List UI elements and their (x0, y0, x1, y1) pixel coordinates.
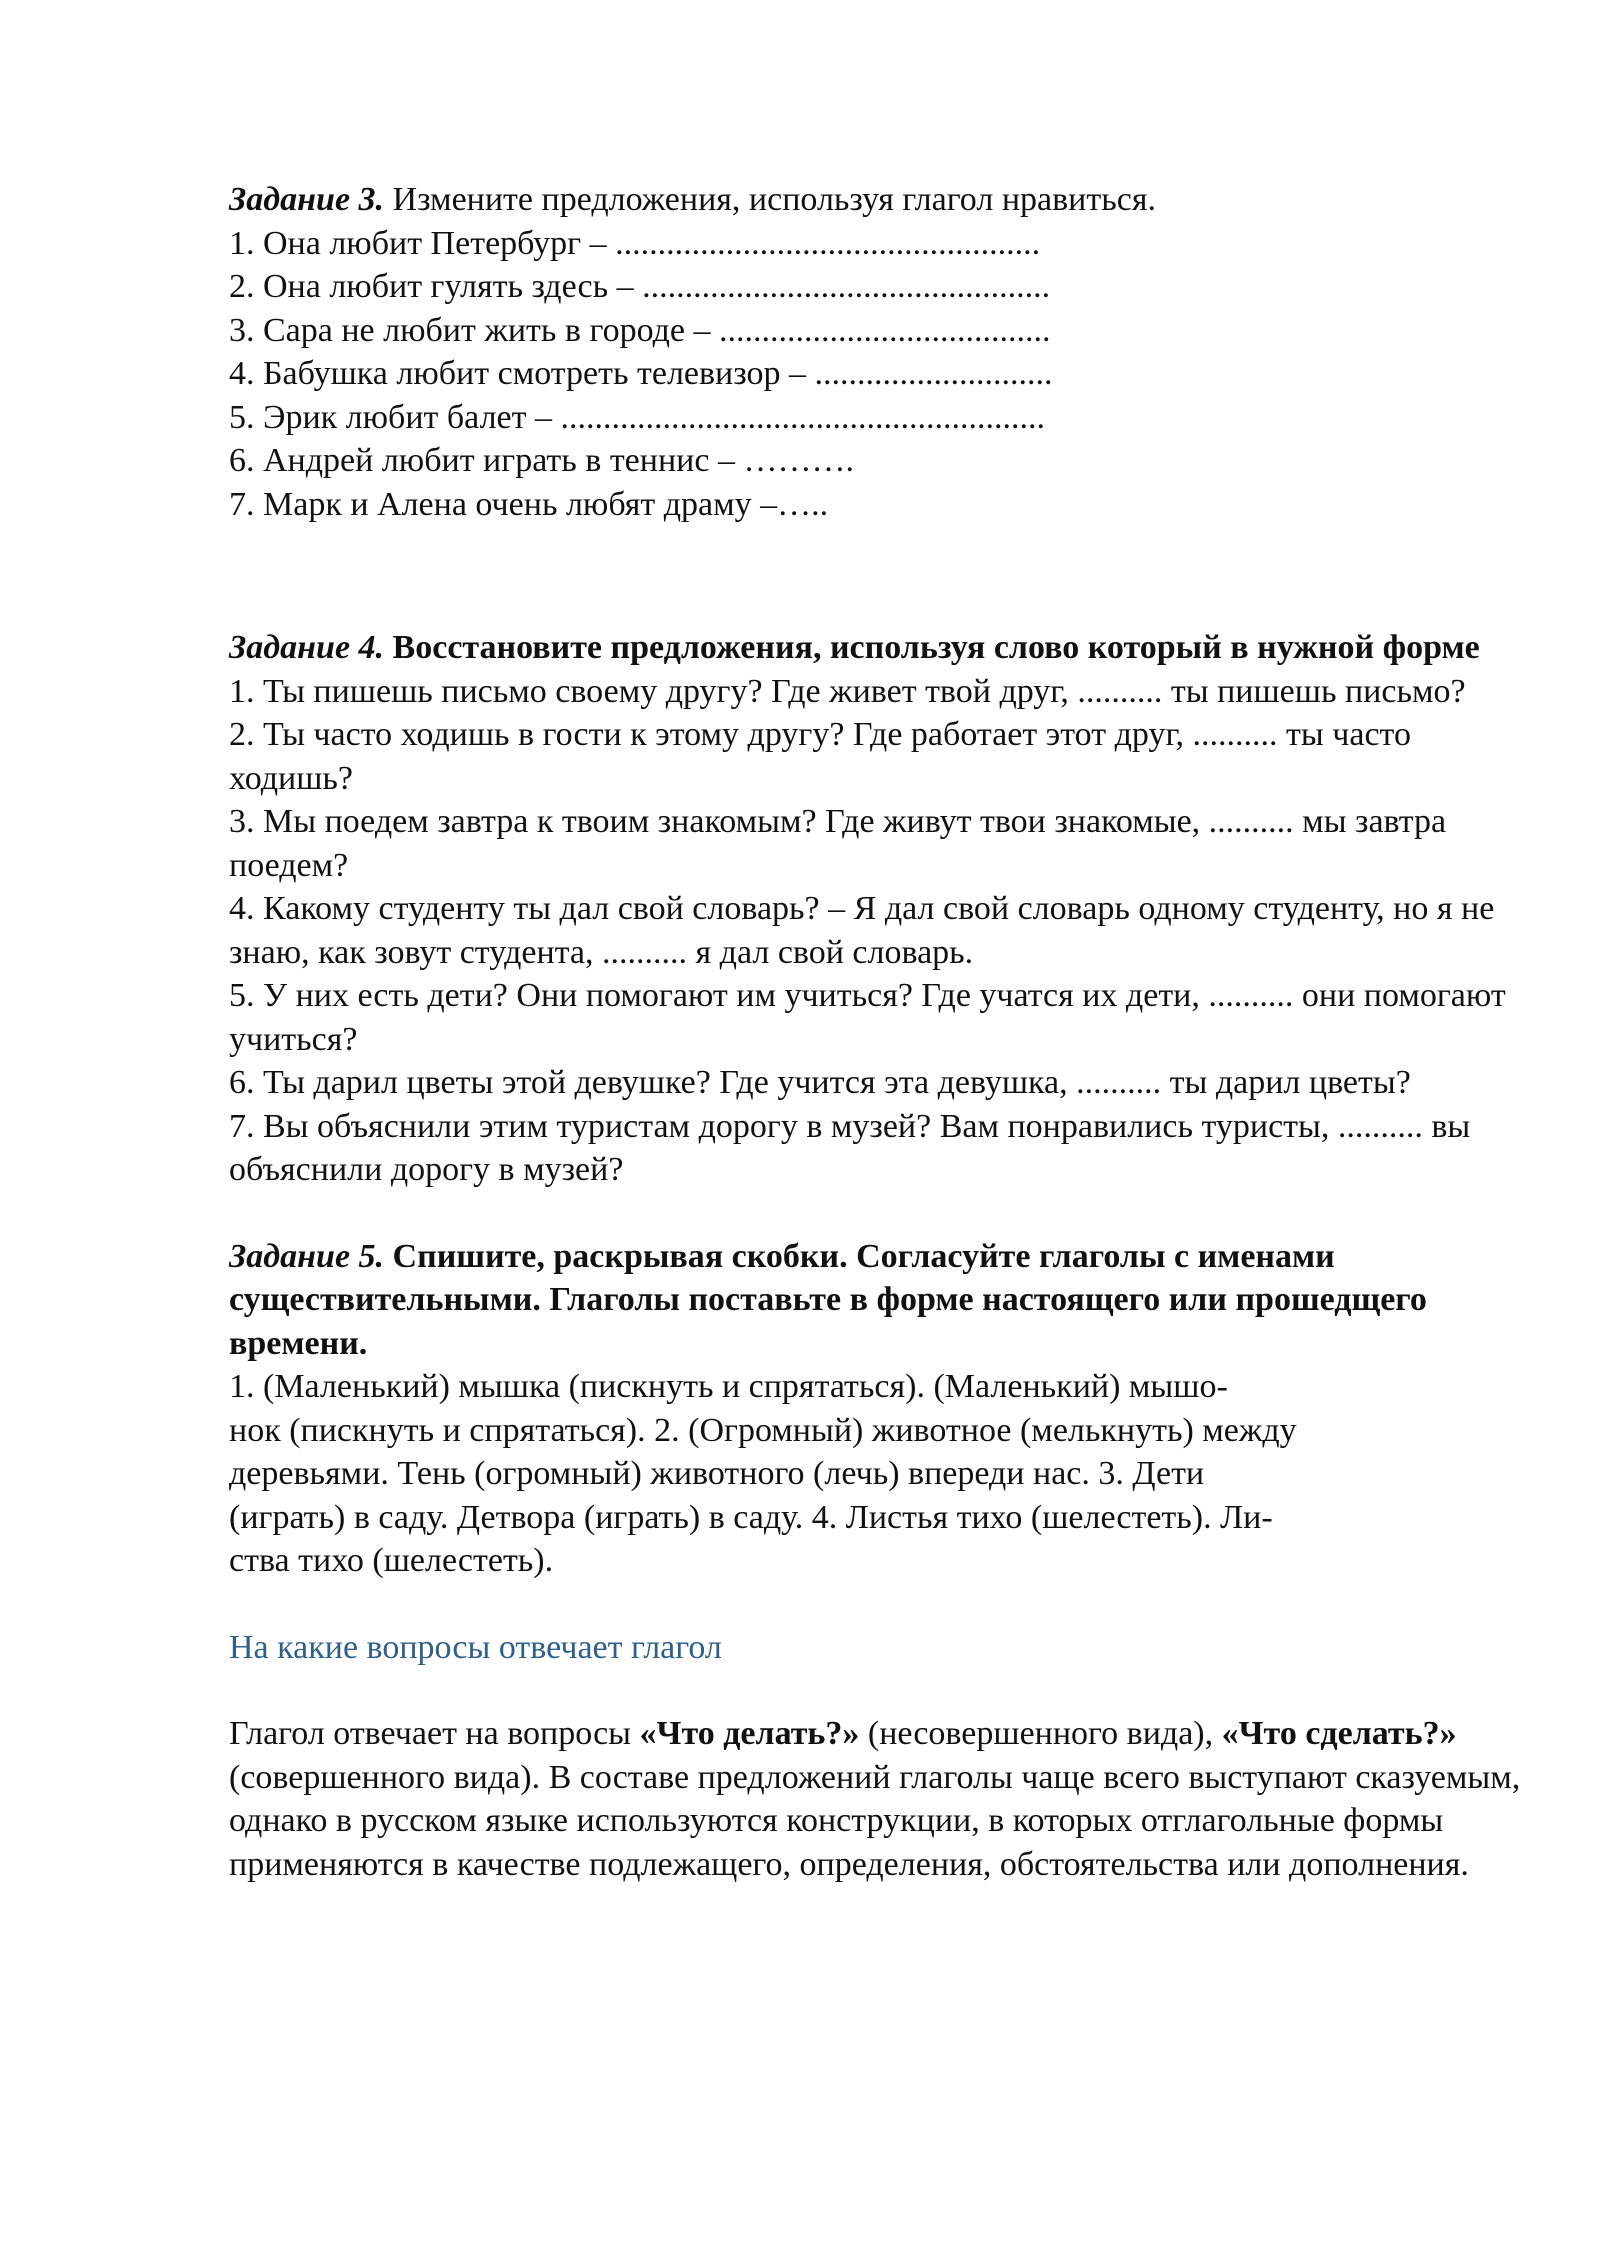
task5-line-5: ства тихо (шелестеть). (229, 1542, 554, 1579)
task3-instruction: Измените предложения, используя глагол нравиться. (384, 181, 1156, 218)
final-part-1: Глагол отвечает на вопросы (229, 1715, 640, 1752)
task4-title (229, 626, 1529, 670)
task3-label: Задание 3. (229, 181, 385, 218)
task4-item-4: 4. Какому студенту ты дал свой словарь? – Я дал свой словарь одному студенту, но я не знаю, как зовут студента, .......... я дал свой словарь. (229, 890, 1495, 971)
spacer (229, 526, 1529, 626)
final-part-2: (несовершенного вида), (859, 1715, 1222, 1752)
document-content (229, 178, 1529, 1886)
task4-item-6: 6. Ты дарил цветы этой девушке? Где учится эта девушка, .......... ты дарил цветы? (229, 1064, 1411, 1101)
task3-item-4: 4. Бабушка любит смотреть телевизор – ............................ (229, 355, 1053, 392)
task3-item-3: 3. Сара не любит жить в городе – ....................................... (229, 311, 1051, 349)
task4-instruction: Восстановите предложения, используя слово который в нужной форме (384, 629, 1480, 666)
task5-line-2: нок (пискнуть и спрятаться). 2. (Огромный) животное (мелькнуть) между (229, 1411, 1297, 1449)
task5-instruction: Спишите, раскрывая скобки. Согласуйте глаголы с именами существительными. Глаголы поставьте в форме настоящего или прошедщего времени. (229, 1237, 1427, 1362)
task5-title (229, 1235, 1529, 1366)
task3-item-1: 1. Она любит Петербург – .................................................. (229, 224, 1041, 262)
task3-title (229, 178, 1529, 222)
task4-item-3: 3. Мы поедем завтра к твоим знакомым? Где живут твои знакомые, .......... мы завтра поедем? (229, 803, 1447, 884)
final-bold-2: «Что сделать?» (1221, 1715, 1457, 1752)
task4-item-5: 5. У них есть дети? Они помогают им учиться? Где учатся их дети, .......... они помогают учиться? (229, 977, 1506, 1058)
final-part-3: (совершенного вида). В составе предложений глаголы чаще всего выступают сказуемым, однако в русском языке используются конструкции, в которых отглагольные формы применяются в качестве подлежащего, определения, обстоятельства или дополнения. (229, 1758, 1521, 1883)
task4-item-2: 2. Ты часто ходишь в гости к этому другу? Где работает этот друг, .......... ты часто ходишь? (229, 716, 1411, 797)
task4-item-7: 7. Вы объяснили этим туристам дорогу в музей? Вам понравились туристы, .......... вы объяснили дорогу в музей? (229, 1107, 1471, 1188)
spacer (229, 1669, 1529, 1712)
task3-item-7: 7. Марк и Алена очень любят драму –….. (229, 485, 829, 523)
task5-label: Задание 5. (229, 1237, 385, 1275)
task3-item-5: 5. Эрик любит балет – ......................................................... (229, 398, 1045, 436)
task4-label: Задание 4. (229, 629, 385, 666)
task3-item-6: 6. Андрей любит играть в теннис – ………. (229, 442, 854, 479)
task3-item-2: 2. Она любит гулять здесь – ................................................ (229, 268, 1051, 305)
section-heading: На какие вопросы отвечает глагол (229, 1628, 722, 1666)
task4-item-1: 1. Ты пишешь письмо своему другу? Где живет твой друг, .......... ты пишешь письмо? (229, 672, 1466, 710)
final-paragraph (229, 1712, 1529, 1886)
spacer (229, 1192, 1529, 1235)
task5-line-4: (играть) в саду. Детвора (играть) в саду. 4. Листья тихо (шелестеть). Ли- (229, 1498, 1273, 1536)
task5-line-1: 1. (Маленький) мышка (пискнуть и спрятаться). (Маленький) мышо- (229, 1368, 1228, 1405)
spacer (229, 1583, 1529, 1626)
final-bold-1: «Что делать?» (639, 1715, 860, 1752)
task5-line-3: деревьями. Тень (огромный) животного (лечь) впереди нас. 3. Дети (229, 1455, 1205, 1492)
